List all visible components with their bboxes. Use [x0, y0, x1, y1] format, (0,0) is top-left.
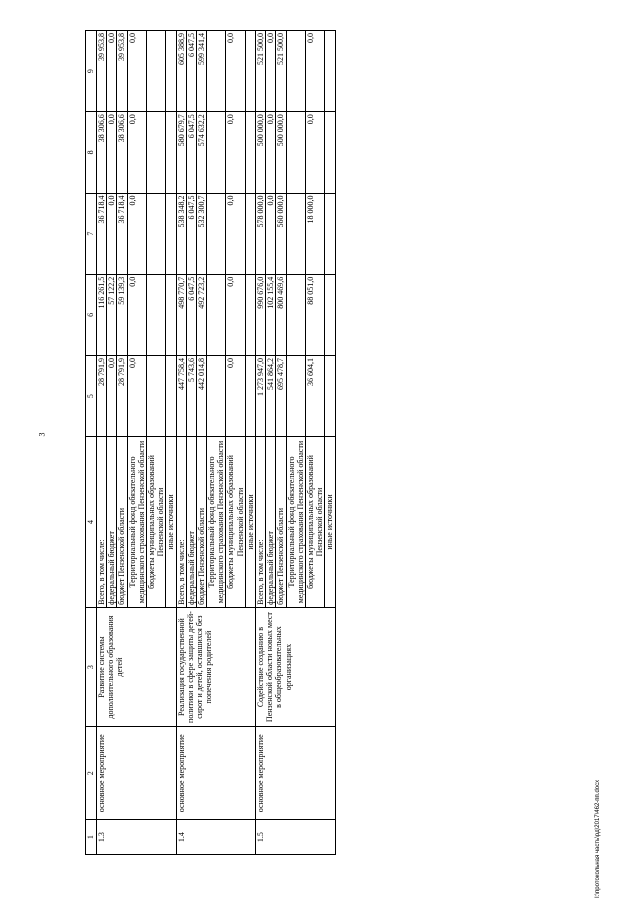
amount-cell: 500 000,0 [256, 112, 266, 193]
amount-cell [207, 31, 226, 112]
amount-cell: 6 047,5 [186, 31, 196, 112]
measure-type: основное мероприятие [256, 727, 336, 820]
funding-source: бюджеты муниципальных образований Пензенской области [226, 437, 245, 608]
amount-cell: 59 139,3 [117, 274, 127, 355]
amount-cell: 57 122,2 [107, 274, 117, 355]
amount-cell: 521 500,0 [256, 31, 266, 112]
funding-source: федеральный бюджет [186, 437, 196, 608]
amount-cell: 605 388,9 [176, 31, 186, 112]
funding-source: бюджеты муниципальных образований Пензенской области [146, 437, 165, 608]
amount-cell: 0,0 [127, 31, 146, 112]
column-number-row [86, 31, 97, 855]
amount-cell [325, 112, 335, 193]
budget-table [85, 30, 336, 855]
amount-cell [207, 274, 226, 355]
amount-cell: 6 047,5 [186, 274, 196, 355]
amount-cell [207, 193, 226, 274]
funding-source: иные источники [245, 437, 255, 608]
col-header: 2 [86, 727, 97, 820]
amount-cell [166, 31, 176, 112]
amount-cell [286, 193, 305, 274]
amount-cell: 6 047,5 [186, 193, 196, 274]
col-header: 7 [86, 193, 97, 274]
table-row [176, 31, 186, 855]
amount-cell [146, 193, 165, 274]
amount-cell [286, 274, 305, 355]
amount-cell: 38 306,6 [117, 112, 127, 193]
measure-type: основное мероприятие [176, 727, 256, 820]
funding-source: федеральный бюджет [107, 437, 117, 608]
funding-source: Всего, в том числе: [176, 437, 186, 608]
funding-source: иные источники [325, 437, 335, 608]
amount-cell: 28 791,9 [117, 355, 127, 436]
amount-cell: 0,0 [305, 112, 324, 193]
amount-cell: 532 300,7 [196, 193, 206, 274]
amount-cell: 492 723,2 [196, 274, 206, 355]
amount-cell: 116 261,5 [97, 274, 107, 355]
row-number: 1.3 [97, 820, 177, 855]
amount-cell: 695 478,7 [276, 355, 286, 436]
amount-cell: 5 743,6 [186, 355, 196, 436]
amount-cell [207, 112, 226, 193]
amount-cell: 580 679,7 [176, 112, 186, 193]
col-header: 9 [86, 31, 97, 112]
amount-cell: 0,0 [226, 355, 245, 436]
amount-cell: 0,0 [266, 112, 276, 193]
rotated-table-container [85, 30, 562, 855]
funding-source: Всего, в том числе: [97, 437, 107, 608]
amount-cell: 1 273 947,0 [256, 355, 266, 436]
footer-file-path: I:\протокольная часть\рд\2017\462-пп.docx [595, 779, 601, 898]
funding-source: Территориальный фонд обязательного медицинского страхования Пензенской области [286, 437, 305, 608]
amount-cell [245, 193, 255, 274]
table-body [97, 31, 336, 855]
amount-cell [166, 355, 176, 436]
amount-cell: 599 341,4 [196, 31, 206, 112]
amount-cell [207, 355, 226, 436]
amount-cell [325, 193, 335, 274]
funding-source: Территориальный фонд обязательного медицинского страхования Пензенской области [207, 437, 226, 608]
amount-cell: 36 604,1 [305, 355, 324, 436]
measure-name: Реализация государственной политики в сфере защиты детей-сирот и детей, оставшихся без попечения родителей [176, 607, 256, 727]
amount-cell: 442 014,8 [196, 355, 206, 436]
amount-cell: 800 469,6 [276, 274, 286, 355]
amount-cell: 0,0 [226, 274, 245, 355]
amount-cell [325, 274, 335, 355]
col-header: 1 [86, 820, 97, 855]
amount-cell [166, 193, 176, 274]
funding-source: бюджет Пензенской области [196, 437, 206, 608]
amount-cell: 0,0 [127, 274, 146, 355]
amount-cell: 521 500,0 [276, 31, 286, 112]
amount-cell: 0,0 [305, 31, 324, 112]
amount-cell [245, 355, 255, 436]
amount-cell: 0,0 [226, 112, 245, 193]
amount-cell [245, 31, 255, 112]
amount-cell: 0,0 [127, 355, 146, 436]
amount-cell: 0,0 [226, 31, 245, 112]
amount-cell [245, 112, 255, 193]
funding-source: федеральный бюджет [266, 437, 276, 608]
amount-cell: 39 953,8 [117, 31, 127, 112]
amount-cell [146, 112, 165, 193]
col-header: 4 [86, 437, 97, 608]
amount-cell [286, 31, 305, 112]
funding-source: бюджет Пензенской области [117, 437, 127, 608]
amount-cell: 0,0 [107, 193, 117, 274]
amount-cell: 0,0 [127, 193, 146, 274]
amount-cell: 0,0 [107, 112, 117, 193]
amount-cell [146, 355, 165, 436]
amount-cell [286, 112, 305, 193]
table-row [97, 31, 107, 855]
amount-cell: 990 676,0 [256, 274, 266, 355]
amount-cell: 0,0 [107, 355, 117, 436]
measure-name: Содействие созданию в Пензенской области новых мест в общеобразовательных организациях [256, 607, 336, 727]
amount-cell [146, 274, 165, 355]
amount-cell [325, 355, 335, 436]
col-header: 8 [86, 112, 97, 193]
amount-cell: 574 632,2 [196, 112, 206, 193]
funding-source: бюджет Пензенской области [276, 437, 286, 608]
amount-cell [166, 112, 176, 193]
col-header: 6 [86, 274, 97, 355]
measure-type: основное мероприятие [97, 727, 177, 820]
amount-cell: 498 770,7 [176, 274, 186, 355]
funding-source: Всего, в том числе: [256, 437, 266, 608]
col-header: 5 [86, 355, 97, 436]
funding-source: иные источники [166, 437, 176, 608]
funding-source: Территориальный фонд обязательного медицинского страхования Пензенской области [127, 437, 146, 608]
amount-cell [325, 31, 335, 112]
amount-cell [286, 355, 305, 436]
amount-cell: 18 000,0 [305, 193, 324, 274]
row-number: 1.5 [256, 820, 336, 855]
amount-cell: 500 000,0 [276, 112, 286, 193]
amount-cell: 36 718,4 [117, 193, 127, 274]
amount-cell: 0,0 [266, 31, 276, 112]
amount-cell: 0,0 [266, 193, 276, 274]
page-number: 3 [37, 432, 47, 437]
amount-cell: 0,0 [127, 112, 146, 193]
measure-name: Развитие системы дополнительного образования детей [97, 607, 177, 727]
amount-cell: 0,0 [226, 193, 245, 274]
amount-cell: 538 348,2 [176, 193, 186, 274]
amount-cell: 36 718,4 [97, 193, 107, 274]
amount-cell: 578 000,0 [256, 193, 266, 274]
amount-cell: 0,0 [107, 31, 117, 112]
amount-cell: 39 953,8 [97, 31, 107, 112]
col-header: 3 [86, 607, 97, 727]
amount-cell: 38 306,6 [97, 112, 107, 193]
row-number: 1.4 [176, 820, 256, 855]
amount-cell: 102 155,4 [266, 274, 276, 355]
amount-cell: 541 864,2 [266, 355, 276, 436]
amount-cell [146, 31, 165, 112]
amount-cell: 6 047,5 [186, 112, 196, 193]
amount-cell: 560 000,0 [276, 193, 286, 274]
amount-cell: 28 791,9 [97, 355, 107, 436]
amount-cell [166, 274, 176, 355]
table-row [256, 31, 266, 855]
amount-cell: 88 051,0 [305, 274, 324, 355]
amount-cell: 447 758,4 [176, 355, 186, 436]
amount-cell [245, 274, 255, 355]
funding-source: бюджеты муниципальных образований Пензенской области [305, 437, 324, 608]
